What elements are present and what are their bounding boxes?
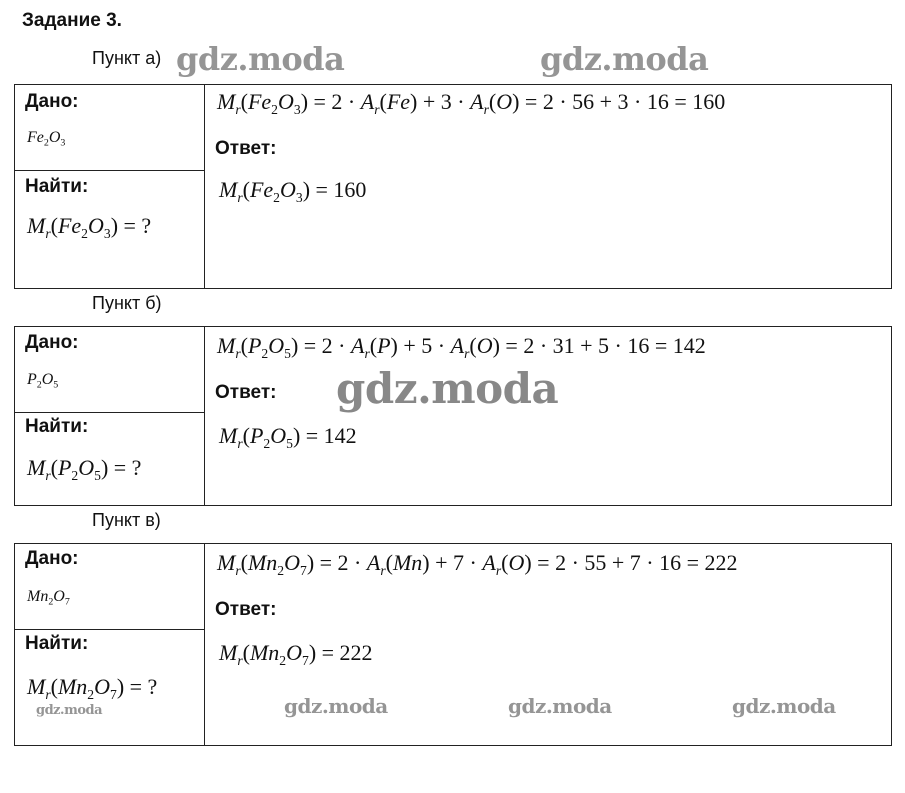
part-b-table [14, 326, 892, 506]
part-c-find-formula: $M_r(Mn_2O_7)$ = ? [27, 674, 158, 702]
part-a-answer: $M_r(Fe_2O_3) = 160$ [219, 177, 367, 205]
part-c-heading: Пункт в) [92, 510, 161, 530]
given-label: Дано: [25, 548, 79, 569]
part-a-left-column [15, 85, 205, 288]
task-title: Задание 3. [22, 10, 122, 31]
part-a-table [14, 84, 892, 289]
part-b-heading: Пункт б) [92, 293, 162, 313]
part-b-solution: $M_r(P_2O_5) = 2 \cdot A_r(P) + 5 \cdot A_r(O) = 2 \cdot 31 + 5 \cdot 16 = 142$ [217, 333, 706, 361]
part-c-solution: $M_r(Mn_2O_7) = 2 \cdot A_r(Mn) + 7 \cdot A_r(O) = 2 \cdot 55 + 7 \cdot 16 = 222$ [217, 550, 738, 578]
watermark: gdz.moda [176, 40, 345, 78]
part-c-given-cell [15, 544, 204, 630]
part-a-given-cell [15, 85, 204, 171]
part-b-left-column [15, 327, 205, 505]
watermark: gdz.moda [336, 364, 559, 413]
find-label: Найти: [25, 416, 89, 437]
part-a-find-cell [15, 171, 204, 288]
part-a-given-formula: $Fe_2O_3$ [27, 129, 66, 149]
part-c-answer: $M_r(Mn_2O_7) = 222$ [219, 640, 373, 668]
part-b-answer-label: Ответ: [215, 382, 277, 403]
part-b-find-cell [15, 413, 204, 505]
watermark: gdz.moda [732, 694, 836, 718]
given-label: Дано: [25, 91, 79, 112]
find-label: Найти: [25, 176, 89, 197]
watermark: gdz.moda [284, 694, 388, 718]
part-b-answer: $M_r(P_2O_5) = 142$ [219, 423, 357, 451]
part-a-answer-label: Ответ: [215, 138, 277, 159]
part-b-given-formula: $P_2O_5$ [27, 371, 59, 391]
part-c-given-formula: $Mn_2O_7$ [27, 588, 70, 608]
part-c-find-cell [15, 630, 204, 745]
watermark: gdz.moda [540, 40, 709, 78]
part-a-find-formula: $M_r(Fe_2O_3)$ = ? [27, 213, 152, 241]
part-b-given-cell [15, 327, 204, 413]
watermark: gdz.moda [36, 703, 103, 718]
given-label: Дано: [25, 332, 79, 353]
part-a-solution: $M_r(Fe_2O_3) = 2 \cdot A_r(Fe) + 3 \cdot A_r(O) = 2 \cdot 56 + 3 \cdot 16 = 160$ [217, 89, 726, 117]
part-c-answer-label: Ответ: [215, 599, 277, 620]
part-a-heading: Пункт а) [92, 48, 162, 68]
watermark: gdz.moda [508, 694, 612, 718]
find-label: Найти: [25, 633, 89, 654]
part-b-find-formula: $M_r(P_2O_5)$ = ? [27, 455, 142, 483]
